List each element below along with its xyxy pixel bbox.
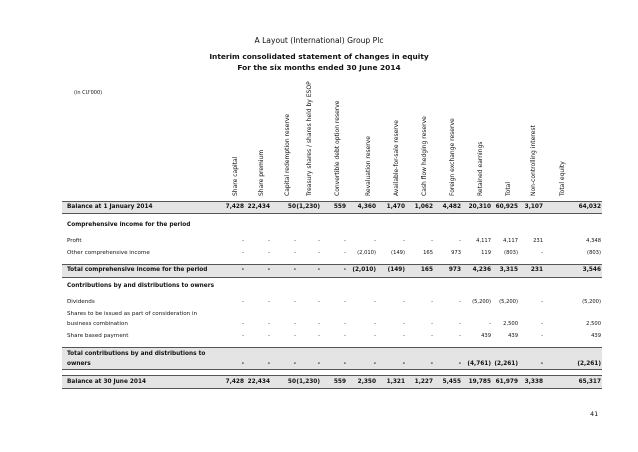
cell-value: (4,761) bbox=[467, 361, 491, 367]
cell-value: 439 bbox=[508, 333, 518, 340]
column-header: Share premium bbox=[258, 149, 265, 196]
cell-value: (5,200) bbox=[582, 299, 601, 306]
cell-value: - bbox=[241, 361, 244, 367]
cell-value: - bbox=[540, 361, 543, 367]
cell-value: 559 bbox=[333, 204, 346, 210]
cell-value: (2,261) bbox=[494, 361, 518, 367]
cell-value: - bbox=[458, 361, 461, 367]
row-label: owners bbox=[67, 361, 91, 367]
cell-value: 4,236 bbox=[472, 267, 491, 273]
cell-value: - bbox=[241, 267, 244, 273]
cell-value: (5,200) bbox=[472, 299, 491, 306]
cell-value: 22,434 bbox=[247, 379, 270, 385]
row-label: Dividends bbox=[67, 299, 95, 305]
cell-value: 61,979 bbox=[495, 379, 518, 385]
cell-value: - bbox=[541, 333, 543, 340]
cell-value: - bbox=[374, 333, 376, 340]
cell-value: - bbox=[268, 333, 270, 340]
statement-title: Interim consolidated statement of changes in equity bbox=[209, 52, 429, 61]
cell-value: - bbox=[293, 267, 296, 273]
cell-value: - bbox=[294, 238, 296, 245]
cell-value: 439 bbox=[591, 333, 601, 340]
column-header: Retained earnings bbox=[477, 141, 484, 196]
row-label: Total comprehensive income for the period bbox=[67, 267, 208, 273]
cell-value: - bbox=[294, 250, 296, 257]
unit-note: (in CU'000) bbox=[74, 90, 103, 96]
cell-value: - bbox=[268, 250, 270, 257]
row-label: Share based payment bbox=[67, 333, 129, 339]
page-number: 41 bbox=[590, 410, 599, 418]
cell-value: - bbox=[294, 333, 296, 340]
cell-value: 3,315 bbox=[499, 267, 518, 273]
cell-value: - bbox=[374, 238, 376, 245]
cell-value: - bbox=[403, 321, 405, 328]
cell-value: 1,470 bbox=[386, 204, 405, 210]
cell-value: 439 bbox=[481, 333, 491, 340]
column-header: Share capital bbox=[232, 156, 239, 196]
cell-value: - bbox=[344, 250, 346, 257]
cell-value: - bbox=[459, 299, 461, 306]
cell-value: - bbox=[344, 333, 346, 340]
cell-value: 22,434 bbox=[247, 204, 270, 210]
column-header: Cash flow hedging reserve bbox=[421, 116, 428, 196]
cell-value: 4,360 bbox=[357, 204, 376, 210]
cell-value: - bbox=[459, 238, 461, 245]
column-header: Non-controlling interest bbox=[530, 125, 537, 196]
cell-value: - bbox=[541, 299, 543, 306]
statement-period: For the six months ended 30 June 2014 bbox=[237, 63, 401, 72]
column-header: Total equity bbox=[559, 161, 566, 196]
cell-value: (149) bbox=[391, 250, 405, 257]
rule-line bbox=[62, 264, 602, 265]
cell-value: 3,107 bbox=[524, 204, 543, 210]
cell-value: - bbox=[541, 250, 543, 257]
cell-value: 165 bbox=[423, 250, 433, 257]
cell-value: 973 bbox=[451, 250, 461, 257]
cell-value: - bbox=[344, 299, 346, 306]
cell-value: - bbox=[403, 333, 405, 340]
company-name: A Layout (International) Group Plc bbox=[254, 36, 384, 45]
cell-value: 231 bbox=[533, 238, 543, 245]
cell-value: - bbox=[374, 299, 376, 306]
column-header: Revaluation reserve bbox=[365, 136, 372, 196]
cell-value: 50 bbox=[287, 379, 296, 385]
row-label: Profit bbox=[67, 238, 82, 244]
cell-value: - bbox=[268, 321, 270, 328]
cell-value: 50 bbox=[287, 204, 296, 210]
cell-value: - bbox=[242, 321, 244, 328]
rule-line bbox=[62, 369, 602, 370]
cell-value: - bbox=[267, 361, 270, 367]
column-header: Convertible debt option reserve bbox=[334, 100, 341, 196]
cell-value: - bbox=[374, 321, 376, 328]
cell-value: - bbox=[318, 250, 320, 257]
cell-value: - bbox=[431, 321, 433, 328]
cell-value: - bbox=[344, 238, 346, 245]
cell-value: - bbox=[343, 361, 346, 367]
cell-value: (1,230) bbox=[296, 204, 320, 210]
cell-value: 973 bbox=[448, 267, 461, 273]
cell-value: 7,428 bbox=[225, 204, 244, 210]
cell-value: - bbox=[318, 321, 320, 328]
cell-value: 4,348 bbox=[586, 238, 601, 245]
cell-value: - bbox=[430, 361, 433, 367]
cell-value: - bbox=[403, 238, 405, 245]
cell-value: - bbox=[373, 361, 376, 367]
cell-value: - bbox=[242, 238, 244, 245]
cell-value: 2,500 bbox=[503, 321, 518, 328]
cell-value: - bbox=[317, 361, 320, 367]
cell-value: 60,925 bbox=[495, 204, 518, 210]
cell-value: 1,062 bbox=[414, 204, 433, 210]
column-header: Treasury shares / shares held by ESOP bbox=[306, 81, 313, 196]
cell-value: - bbox=[459, 321, 461, 328]
cell-value: - bbox=[268, 299, 270, 306]
row-label: Shares to be issued as part of consideration in bbox=[67, 311, 198, 317]
cell-value: - bbox=[489, 321, 491, 328]
cell-value: 65,317 bbox=[578, 379, 601, 385]
rule-line bbox=[62, 375, 602, 376]
cell-value: 20,310 bbox=[468, 204, 491, 210]
cell-value: - bbox=[318, 333, 320, 340]
cell-value: - bbox=[431, 333, 433, 340]
cell-value: (2,010) bbox=[352, 267, 376, 273]
cell-value: 64,032 bbox=[578, 204, 601, 210]
cell-value: - bbox=[459, 333, 461, 340]
cell-value: 3,338 bbox=[524, 379, 543, 385]
row-label: Total contributions by and distributions to bbox=[67, 351, 206, 357]
row-label: Balance at 30 June 2014 bbox=[67, 379, 147, 385]
column-header: Foreign exchange reserve bbox=[449, 118, 456, 196]
cell-value: - bbox=[242, 250, 244, 257]
cell-value: 4,117 bbox=[476, 238, 491, 245]
cell-value: - bbox=[431, 299, 433, 306]
rule-line bbox=[62, 388, 602, 389]
cell-value: - bbox=[294, 299, 296, 306]
row-label: Balance at 1 January 2014 bbox=[67, 204, 153, 210]
column-header: Available-for-sale reserve bbox=[393, 120, 400, 196]
cell-value: - bbox=[318, 238, 320, 245]
cell-value: - bbox=[344, 321, 346, 328]
column-header: Total bbox=[505, 181, 512, 196]
cell-value: (2,010) bbox=[357, 250, 376, 257]
cell-value: - bbox=[293, 361, 296, 367]
cell-value: - bbox=[242, 299, 244, 306]
cell-value: 3,546 bbox=[582, 267, 601, 273]
row-label: Comprehensive income for the period bbox=[67, 222, 191, 228]
cell-value: 4,482 bbox=[442, 204, 461, 210]
cell-value: (5,200) bbox=[499, 299, 518, 306]
cell-value: 165 bbox=[420, 267, 433, 273]
cell-value: 5,455 bbox=[442, 379, 461, 385]
cell-value: - bbox=[541, 321, 543, 328]
cell-value: 1,227 bbox=[414, 379, 433, 385]
cell-value: 231 bbox=[530, 267, 543, 273]
rule-line bbox=[62, 347, 602, 348]
cell-value: 19,785 bbox=[468, 379, 491, 385]
cell-value: - bbox=[242, 333, 244, 340]
cell-value: (803) bbox=[504, 250, 518, 257]
cell-value: 559 bbox=[333, 379, 346, 385]
cell-value: - bbox=[268, 238, 270, 245]
row-label: Contributions by and distributions to owners bbox=[67, 283, 215, 289]
cell-value: 2,500 bbox=[586, 321, 601, 328]
cell-value: 2,350 bbox=[357, 379, 376, 385]
cell-value: 4,117 bbox=[503, 238, 518, 245]
cell-value: (149) bbox=[387, 267, 405, 273]
cell-value: - bbox=[318, 299, 320, 306]
cell-value: (1,230) bbox=[296, 379, 320, 385]
rule-line bbox=[62, 277, 602, 278]
cell-value: - bbox=[431, 238, 433, 245]
rule-line bbox=[62, 213, 602, 214]
cell-value: (803) bbox=[587, 250, 601, 257]
cell-value: - bbox=[317, 267, 320, 273]
rule-line bbox=[62, 201, 602, 202]
cell-value: 119 bbox=[481, 250, 491, 257]
cell-value: - bbox=[402, 361, 405, 367]
column-header: Capital redemption reserve bbox=[284, 113, 291, 196]
cell-value: - bbox=[403, 299, 405, 306]
row-label: business combination bbox=[67, 321, 128, 327]
cell-value: 7,428 bbox=[225, 379, 244, 385]
cell-value: - bbox=[267, 267, 270, 273]
row-label: Other comprehensive income bbox=[67, 250, 150, 256]
cell-value: - bbox=[343, 267, 346, 273]
cell-value: - bbox=[294, 321, 296, 328]
cell-value: (2,261) bbox=[577, 361, 601, 367]
cell-value: 1,321 bbox=[386, 379, 405, 385]
